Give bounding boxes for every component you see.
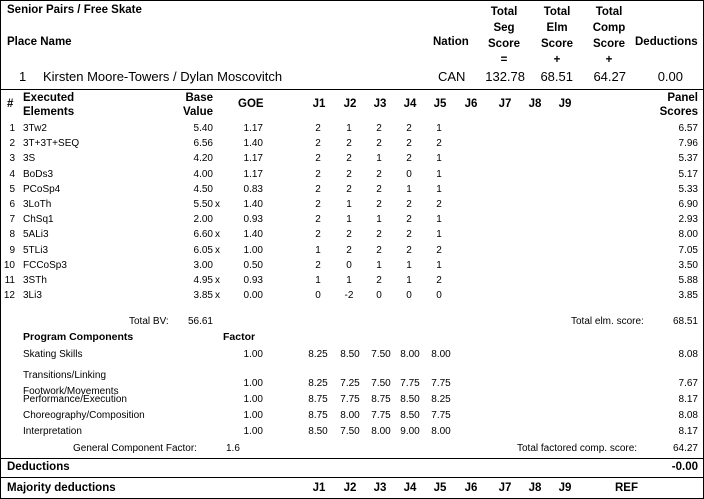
element-number: 3	[9, 153, 15, 165]
element-goe: 1.40	[243, 199, 263, 210]
element-panel-score: 2.93	[678, 214, 698, 226]
element-number: 7	[9, 214, 15, 226]
element-code: 3Li3	[23, 290, 42, 302]
judge-header: J9	[558, 98, 572, 110]
majority-deductions-label: Majority deductions	[7, 482, 116, 494]
judge-score: 2	[346, 244, 352, 256]
skater-seg-score: 132.78	[485, 69, 525, 84]
element-code: FCCoSp3	[23, 259, 67, 271]
element-row	[1, 167, 703, 183]
judge-score: 8.00	[371, 426, 391, 437]
element-goe: 1.40	[243, 138, 263, 150]
component-row	[1, 424, 703, 440]
element-base-value: 6.05	[193, 244, 213, 256]
judge-header: J6	[464, 98, 478, 110]
judge-score: 8.00	[431, 349, 451, 360]
element-code: 5TLi3	[23, 244, 49, 256]
judge-score: 2	[376, 229, 382, 241]
judge-score: 8.50	[400, 410, 420, 421]
element-goe: 0.50	[243, 259, 263, 271]
judge-score: 2	[436, 199, 442, 210]
executed-elements-header: Executed Elements	[23, 92, 75, 118]
skater-place: 1	[19, 69, 27, 84]
judge-score: 2	[436, 138, 442, 150]
judge-score: 2	[406, 214, 412, 226]
element-panel-score: 8.00	[678, 229, 698, 241]
element-row	[1, 121, 703, 137]
judge-score: 8.75	[308, 394, 328, 405]
ref-label: REF	[615, 482, 638, 494]
element-goe: 1.17	[243, 153, 263, 165]
component-row	[1, 392, 703, 408]
component-name: Interpretation	[23, 426, 82, 437]
element-row	[1, 258, 703, 274]
element-panel-score: 6.57	[678, 123, 698, 134]
majority-judge-header: J1	[312, 482, 326, 494]
judge-score: 2	[315, 168, 321, 180]
judge-score: 0	[376, 290, 382, 302]
element-row	[1, 288, 703, 304]
judge-header: J3	[373, 98, 387, 110]
skater-comp-score: 64.27	[593, 69, 626, 84]
judge-score: 0	[436, 290, 442, 302]
judge-score: 8.00	[431, 426, 451, 437]
element-code: 3LoTh	[23, 199, 52, 210]
judge-header: J1	[312, 98, 326, 110]
total-bv-label: Total BV:	[129, 316, 169, 327]
judge-score: 2	[346, 168, 352, 180]
judge-score: 7.50	[371, 349, 391, 360]
judge-score: 7.75	[371, 410, 391, 421]
tfcs-value: 64.27	[672, 443, 698, 454]
deductions-value: -0.00	[671, 461, 698, 473]
judge-score: 1	[376, 259, 382, 271]
judge-score: 1	[376, 153, 382, 165]
judge-score: 1	[346, 275, 352, 286]
component-row	[1, 370, 703, 397]
judge-score: 8.25	[431, 394, 451, 405]
judge-score: 2	[315, 229, 321, 241]
majority-judge-header: J4	[403, 482, 417, 494]
judge-score: 2	[406, 153, 412, 165]
judge-score: 2	[406, 123, 412, 134]
majority-judge-header: J6	[464, 482, 478, 494]
judge-score: 2	[315, 138, 321, 150]
judge-score: 1	[346, 199, 352, 210]
component-factor: 1.00	[243, 349, 263, 360]
component-panel-score: 8.08	[678, 410, 698, 421]
element-base-value: 6.60	[193, 229, 213, 241]
element-panel-score: 5.33	[678, 183, 698, 195]
judge-score: 8.50	[400, 394, 420, 405]
component-name: Transitions/Linking	[23, 370, 107, 381]
judge-score: 2	[436, 244, 442, 256]
component-factor: 1.00	[243, 394, 263, 405]
element-code: 5ALi3	[23, 229, 49, 241]
judge-score: 2	[406, 229, 412, 241]
judge-score: 1	[436, 153, 442, 165]
element-code: 3S	[23, 153, 36, 165]
judge-score: 2	[376, 138, 382, 150]
element-code: 3T+3T+SEQ	[23, 138, 80, 150]
element-panel-score: 3.85	[678, 290, 698, 302]
element-number: 12	[3, 290, 15, 302]
component-totals-row	[1, 441, 703, 457]
deductions-label: Deductions	[7, 461, 70, 473]
element-row	[1, 136, 703, 152]
skater-elm-score: 68.51	[540, 69, 573, 84]
judge-score: 8.00	[400, 349, 420, 360]
skater-summary-row	[1, 68, 703, 86]
judge-score: 8.25	[308, 378, 328, 389]
element-base-value: 4.20	[193, 153, 213, 165]
segment-title: Senior Pairs / Free Skate	[7, 4, 142, 16]
element-base-value: 3.85	[193, 290, 213, 302]
judge-score: 8.75	[308, 410, 328, 421]
element-code: 3Tw2	[23, 123, 47, 134]
component-name-line2: Footwork/Movements	[23, 386, 119, 397]
judge-score: 2	[406, 244, 412, 256]
judge-score: 1	[406, 275, 412, 286]
element-number: 11	[4, 275, 15, 286]
judge-score: 1	[315, 275, 321, 286]
element-panel-score: 6.90	[678, 199, 698, 210]
judge-score: 0	[406, 290, 412, 302]
element-goe: 0.00	[243, 290, 263, 302]
element-row	[1, 151, 703, 167]
judge-header: J4	[403, 98, 417, 110]
judge-score: 2	[315, 199, 321, 210]
judge-score: 8.00	[340, 410, 360, 421]
element-bonus-marker: x	[215, 275, 220, 286]
judge-score: 7.75	[400, 378, 420, 389]
element-bonus-marker: x	[215, 229, 220, 241]
judge-score: 7.50	[340, 426, 360, 437]
component-name: Skating Skills	[23, 349, 83, 360]
element-base-value: 3.00	[193, 259, 213, 271]
component-panel-score: 8.17	[678, 394, 698, 405]
judge-score: 1	[406, 259, 412, 271]
element-row	[1, 197, 703, 213]
totals-row	[1, 314, 703, 330]
judge-score: 1	[346, 214, 352, 226]
judge-score: 7.75	[431, 410, 451, 421]
majority-judge-header: J7	[498, 482, 512, 494]
element-base-value: 4.50	[193, 183, 213, 195]
total-elm-header: Total Elm Score +	[541, 6, 573, 66]
nation-header: Nation	[433, 36, 469, 48]
judge-score: 2	[346, 138, 352, 150]
element-goe: 1.17	[243, 123, 263, 134]
element-base-value: 4.00	[193, 168, 213, 180]
element-row	[1, 227, 703, 243]
judge-score: 9.00	[400, 426, 420, 437]
skater-deductions: 0.00	[657, 69, 683, 84]
judge-score: 7.75	[431, 378, 451, 389]
element-base-value: 4.95	[193, 275, 213, 286]
judge-score: 8.25	[308, 349, 328, 360]
skater-name: Kirsten Moore-Towers / Dylan Moscovitch	[43, 69, 283, 84]
element-number: 5	[9, 183, 15, 195]
element-base-value: 2.00	[193, 214, 213, 226]
base-value-header: Base Value	[182, 92, 213, 118]
judge-score: 0	[315, 290, 321, 302]
judge-score: 2	[346, 229, 352, 241]
judge-score: 7.25	[340, 378, 360, 389]
judge-score: 2	[376, 168, 382, 180]
judge-score: 2	[315, 153, 321, 165]
element-code: 3STh	[23, 275, 47, 286]
element-panel-score: 7.05	[678, 244, 698, 256]
element-goe: 0.93	[243, 214, 263, 226]
element-bonus-marker: x	[215, 199, 220, 210]
judge-score: 7.50	[371, 378, 391, 389]
element-bonus-marker: x	[215, 244, 220, 256]
element-panel-score: 3.50	[678, 259, 698, 271]
component-panel-score: 7.67	[678, 378, 698, 389]
element-code: BoDs3	[23, 168, 54, 180]
judge-score: 2	[376, 199, 382, 210]
divider	[1, 477, 703, 478]
component-name: Choreography/Composition	[23, 410, 145, 421]
majority-judge-header: J8	[528, 482, 542, 494]
judge-score: 2	[406, 199, 412, 210]
judge-score: 1	[436, 123, 442, 134]
judge-score: 8.50	[340, 349, 360, 360]
component-factor: 1.00	[243, 426, 263, 437]
judge-score: 0	[346, 259, 352, 271]
judge-score: 2	[315, 123, 321, 134]
program-components-header: Program Components	[23, 331, 134, 343]
judge-score: 1	[436, 168, 442, 180]
judge-score: 2	[376, 123, 382, 134]
judge-score: 1	[436, 214, 442, 226]
judge-score: 2	[376, 183, 382, 195]
element-panel-score: 5.88	[678, 275, 698, 286]
judge-score: 2	[436, 275, 442, 286]
element-goe: 0.83	[243, 183, 263, 195]
judge-score: 1	[406, 183, 412, 195]
component-factor: 1.00	[243, 410, 263, 421]
component-panel-score: 8.17	[678, 426, 698, 437]
judge-score: 2	[346, 183, 352, 195]
judge-score: -2	[344, 290, 354, 302]
component-row	[1, 347, 703, 363]
judge-score: 2	[376, 244, 382, 256]
element-row	[1, 182, 703, 198]
element-number: 1	[9, 123, 15, 134]
element-number: 10	[3, 259, 15, 271]
judge-score: 2	[406, 138, 412, 150]
element-row	[1, 273, 703, 289]
goe-header: GOE	[238, 98, 264, 110]
judge-score: 2	[315, 259, 321, 271]
divider	[1, 89, 703, 90]
panel-scores-header: Panel Scores	[659, 92, 698, 118]
component-factor: 1.00	[243, 378, 263, 389]
element-number: 6	[9, 199, 15, 210]
majority-judge-header: J9	[558, 482, 572, 494]
majority-judge-header: J2	[343, 482, 357, 494]
total-bv-value: 56.61	[187, 316, 213, 327]
element-row	[1, 243, 703, 259]
judge-header: J7	[498, 98, 512, 110]
element-base-value: 5.50	[193, 199, 213, 210]
judge-header: J2	[343, 98, 357, 110]
judge-score: 2	[346, 153, 352, 165]
element-panel-score: 5.17	[678, 168, 698, 180]
judge-score: 1	[436, 183, 442, 195]
total-elm-value: 68.51	[672, 316, 698, 327]
component-row	[1, 408, 703, 424]
element-row	[1, 212, 703, 228]
total-comp-header: Total Comp Score +	[592, 6, 626, 66]
element-base-value: 5.40	[193, 123, 213, 134]
element-code: ChSq1	[23, 214, 54, 226]
judge-header: J5	[433, 98, 447, 110]
judge-score: 2	[315, 183, 321, 195]
component-panel-score: 8.08	[678, 349, 698, 360]
divider	[1, 458, 703, 459]
element-number: 8	[9, 229, 15, 241]
element-code: PCoSp4	[23, 183, 61, 195]
factor-header: Factor	[223, 331, 256, 343]
element-panel-score: 5.37	[678, 153, 698, 165]
majority-judge-header: J5	[433, 482, 447, 494]
place-name-header: Place Name	[7, 36, 72, 48]
judge-score: 7.75	[340, 394, 360, 405]
skater-nation: CAN	[438, 69, 466, 84]
judge-score: 2	[376, 275, 382, 286]
gcf-label: General Component Factor:	[73, 443, 197, 454]
element-base-value: 6.56	[193, 138, 213, 150]
element-bonus-marker: x	[215, 290, 220, 302]
judge-score: 8.50	[308, 426, 328, 437]
element-number: 2	[9, 138, 15, 150]
judge-score: 1	[376, 214, 382, 226]
component-name: Performance/Execution	[23, 394, 127, 405]
element-goe: 0.93	[243, 275, 263, 286]
element-goe: 1.00	[243, 244, 263, 256]
judge-score: 1	[346, 123, 352, 134]
element-number: 9	[9, 244, 15, 256]
gcf-value: 1.6	[226, 443, 240, 454]
total-seg-header: Total Seg Score =	[488, 6, 520, 66]
num-header: #	[7, 98, 14, 110]
element-number: 4	[9, 168, 15, 180]
judge-score: 8.75	[371, 394, 391, 405]
judge-score: 2	[315, 214, 321, 226]
majority-judge-header: J3	[373, 482, 387, 494]
judge-score: 1	[436, 229, 442, 241]
judge-score: 1	[315, 244, 321, 256]
deductions-header: Deductions	[635, 36, 698, 48]
element-goe: 1.17	[243, 168, 263, 180]
tfcs-label: Total factored comp. score:	[517, 443, 638, 454]
total-elm-label: Total elm. score:	[571, 316, 644, 327]
element-goe: 1.40	[243, 229, 263, 241]
judge-score: 1	[436, 259, 442, 271]
judge-score: 0	[406, 168, 412, 180]
judge-header: J8	[528, 98, 542, 110]
element-panel-score: 7.96	[678, 138, 698, 150]
